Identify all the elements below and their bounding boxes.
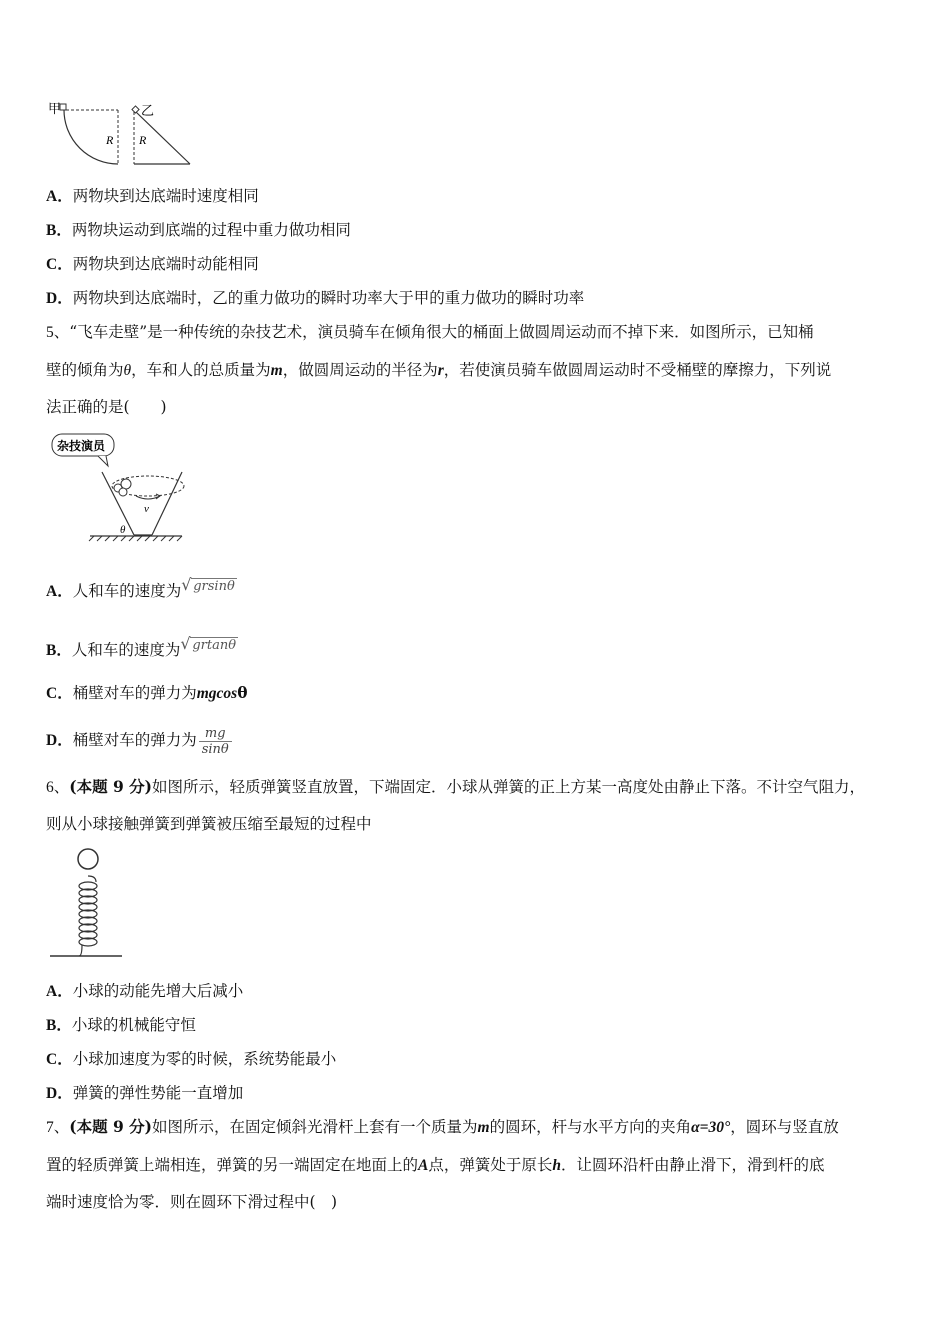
- figure-acrobat-bowl: [48, 430, 188, 545]
- q5-stem-line3: 法正确的是( ): [46, 398, 167, 416]
- q6-option-b: B．小球的机械能守恒: [46, 1016, 196, 1034]
- fig-bubble-label: 杂技演员: [57, 439, 106, 453]
- q6-option-d: D．弹簧的弹性势能一直增加: [46, 1084, 244, 1102]
- fig-v-label: v: [144, 503, 149, 515]
- q4-option-c: C．两物块到达底端时动能相同: [46, 255, 259, 273]
- q5-stem-line1: 5、“飞车走壁”是一种传统的杂技艺术，演员骑车在倾角很大的桶面上做圆周运动而不掉下来．如图所示，已知桶: [46, 323, 814, 341]
- q6-stem-line1: 6、(本题 9 分)如图所示，轻质弹簧竖直放置，下端固定．小球从弹簧的正上方某一高度处由静止下落。不计空气阻力，: [46, 777, 866, 796]
- q5-option-b: B．人和车的速度为 √ grtanθ: [46, 631, 238, 659]
- q6-stem-line2: 则从小球接触弹簧到弹簧被压缩至最短的过程中: [46, 815, 372, 833]
- q6-option-a: A．小球的动能先增大后减小: [46, 982, 244, 1000]
- fig-theta-label: θ: [120, 524, 126, 536]
- formula-sqrt: √ grsinθ: [181, 575, 235, 594]
- q5-option-a: A．人和车的速度为 √ grsinθ: [46, 572, 237, 600]
- figure-ball-spring: [46, 846, 126, 962]
- q5-option-d: D．桶壁对车的弹力为 $\frac{mg}{\sin\theta}$: [46, 720, 232, 760]
- q4-option-a: A．两物块到达底端时速度相同: [46, 187, 259, 205]
- q4-option-d: D．两物块到达底端时，乙的重力做功的瞬时功率大于甲的重力做功的瞬时功率: [46, 289, 585, 307]
- formula-fraction: $\frac{mg}{\sin\theta}$: [199, 726, 232, 757]
- q5-option-c: C．桶壁对车的弹力为mgcosθ: [46, 683, 248, 702]
- formula-sqrt: √ grtanθ: [180, 634, 237, 653]
- q7-stem-line2: 置的轻质弹簧上端相连，弹簧的另一端固定在地面上的A点，弹簧处于原长h．让圆环沿杆由静止滑下，滑到杆的底: [46, 1156, 825, 1174]
- q5-stem-line2: 壁的倾角为θ，车和人的总质量为m，做圆周运动的半径为r，若使演员骑车做圆周运动时不受桶壁的摩擦力，下列说: [46, 361, 832, 379]
- fig-label-jia: 甲: [48, 101, 62, 116]
- q6-option-c: C．小球加速度为零的时候，系统势能最小: [46, 1050, 337, 1068]
- q7-stem-line3: 端时速度恰为零．则在圆环下滑过程中( ): [46, 1193, 338, 1211]
- fig-label-r-left: R: [106, 133, 114, 147]
- fig-label-yi: 乙: [141, 103, 155, 118]
- fig-label-r-right: R: [139, 133, 147, 147]
- figure-jia-yi: [44, 98, 204, 170]
- q7-stem-line1: 7、(本题 9 分)如图所示，在固定倾斜光滑杆上套有一个质量为m的圆环，杆与水平方向的夹角α=30°，圆环与竖直放: [46, 1117, 839, 1136]
- q4-option-b: B．两物块运动到底端的过程中重力做功相同: [46, 221, 351, 239]
